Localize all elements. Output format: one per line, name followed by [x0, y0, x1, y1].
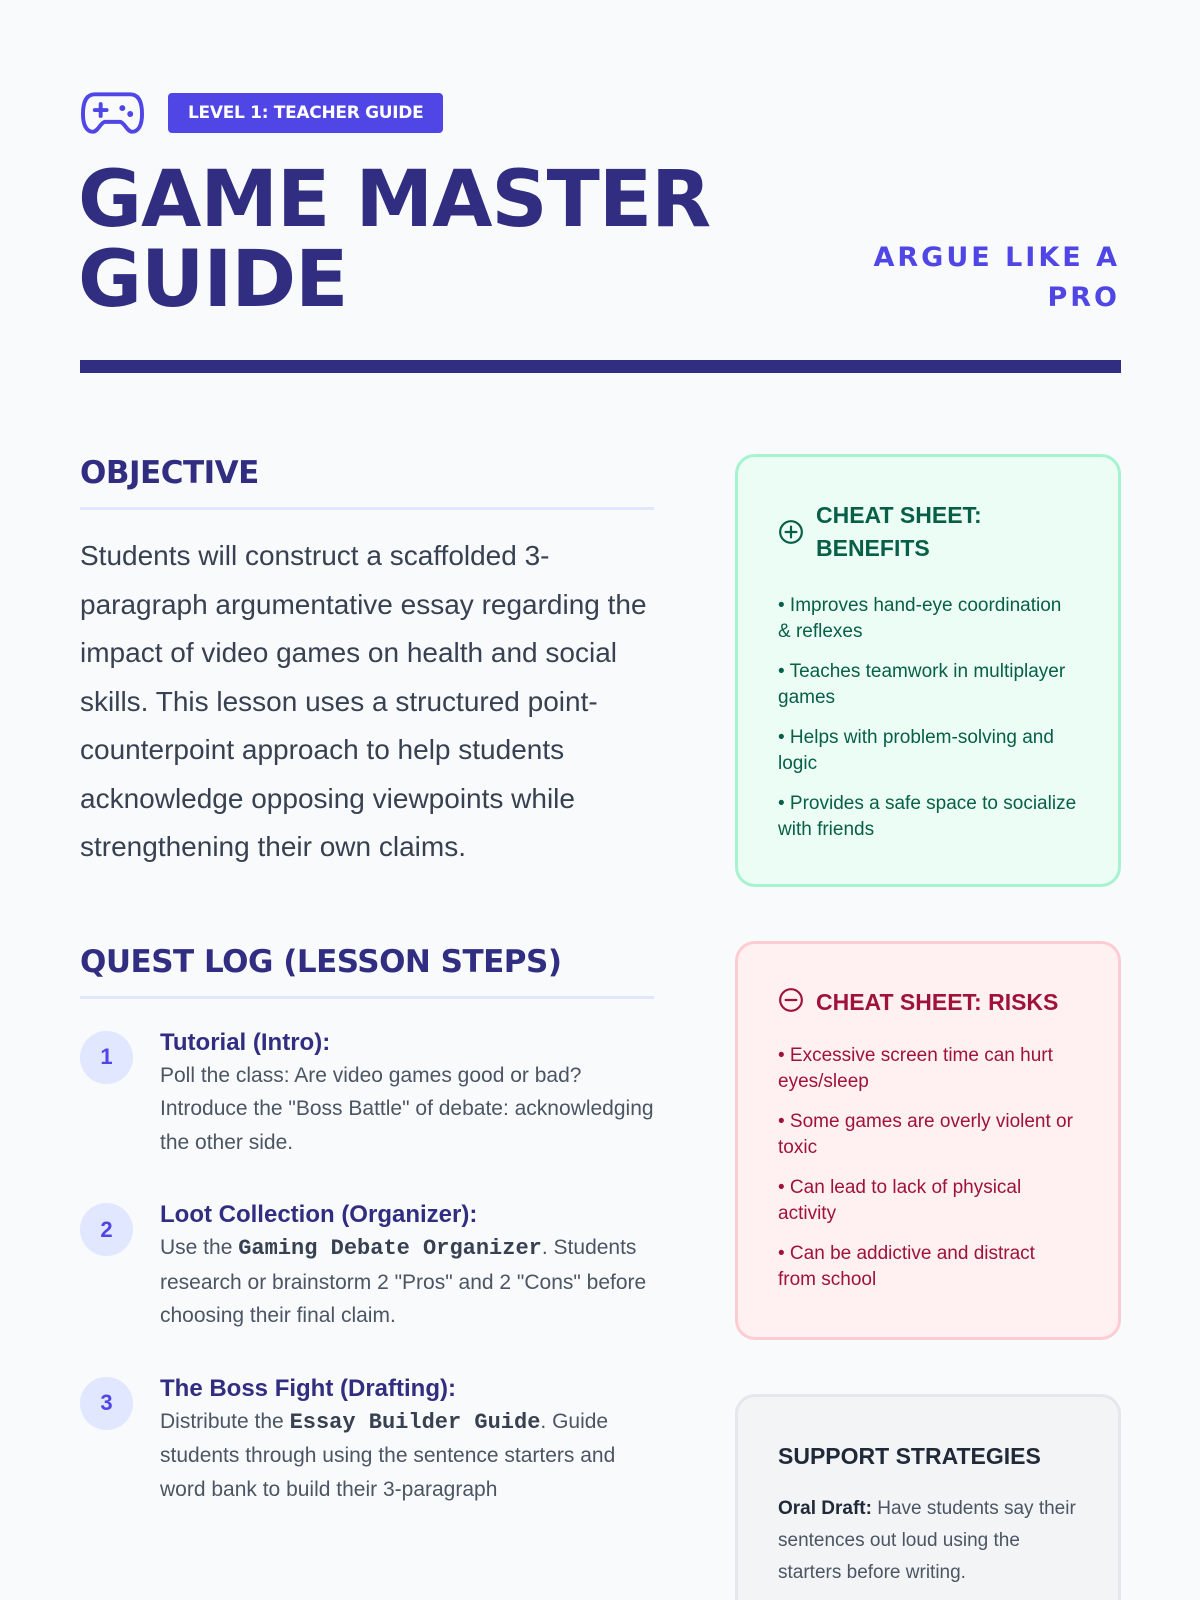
quest-log-heading: QUEST LOG (LESSON STEPS)	[80, 944, 654, 999]
step-number: 3	[80, 1377, 133, 1430]
benefits-card	[735, 454, 1121, 887]
step-text: Poll the class: Are video games good or bad? Introduce the "Boss Battle" of debate: acknowledging the other side.	[160, 1063, 654, 1154]
support-text	[778, 1493, 1078, 1589]
list-item: • Can lead to lack of physical activity	[778, 1177, 1022, 1224]
list-item: • Can be addictive and distract from school	[778, 1243, 1035, 1290]
page-title: GAME MASTER GUIDE	[78, 155, 711, 325]
risks-card	[735, 941, 1121, 1340]
risks-list	[778, 1043, 1078, 1293]
support-body: Have students say their sentences out loud using the starters before writing.	[778, 1498, 1076, 1583]
plus-circle-icon	[778, 519, 804, 545]
step-title: The Boss Fight (Drafting):	[160, 1374, 456, 1402]
essay-guide-doc-name: Essay Builder Guide	[289, 1409, 541, 1435]
step-text-post: . Students research or brainstorm 2 "Pros" and 2 "Cons" before choosing their final claim.	[160, 1236, 647, 1327]
organizer-doc-name: Gaming Debate Organizer	[238, 1236, 542, 1261]
step-item	[80, 1027, 654, 1160]
risks-header	[778, 986, 1078, 1019]
list-item: • Some games are overly violent or toxic	[778, 1111, 1073, 1158]
gamepad-icon	[81, 90, 144, 136]
main-column	[80, 455, 654, 1546]
step-title: Loot Collection (Organizer):	[160, 1201, 478, 1228]
objective-heading: OBJECTIVE	[80, 455, 654, 510]
step-text-post: . Guide students through using the sentence starters and word bank to build their 3-paragraph	[160, 1409, 616, 1501]
support-label: Oral Draft:	[778, 1498, 872, 1519]
benefits-title: CHEAT SHEET: BENEFITS	[816, 502, 982, 561]
list-item: • Teaches teamwork in multiplayer games	[778, 661, 1066, 708]
minus-circle-icon	[778, 987, 804, 1013]
risks-title: CHEAT SHEET: RISKS	[816, 989, 1059, 1015]
step-number: 1	[80, 1031, 133, 1084]
support-title: SUPPORT STRATEGIES	[778, 1443, 1041, 1469]
step-title: Tutorial (Intro):	[160, 1028, 331, 1056]
page-subtitle: ARGUE LIKE A PRO	[873, 242, 1120, 313]
step-text-pre: Use the	[160, 1236, 239, 1259]
step-text	[160, 1405, 654, 1507]
step-body	[160, 1027, 654, 1160]
step-number: 2	[80, 1203, 133, 1256]
step-text-pre: Distribute the	[160, 1409, 290, 1433]
support-card	[735, 1394, 1121, 1600]
quest-steps	[80, 1027, 654, 1507]
step-item	[80, 1199, 654, 1333]
benefits-list	[778, 593, 1078, 843]
list-item: • Excessive screen time can hurt eyes/sleep	[778, 1045, 1053, 1092]
objective-text: Students will construct a scaffolded 3-paragraph argumentative essay regarding the impact of video games on health and social skills. This lesson uses a structured point-counterpoint approach to help students acknowledge opposing viewpoints while strengthening their own claims.	[80, 540, 647, 862]
list-item: • Provides a safe space to socialize with friends	[778, 793, 1077, 840]
list-item: • Helps with problem-solving and logic	[778, 727, 1054, 774]
header-top	[81, 90, 443, 136]
step-body	[160, 1373, 654, 1507]
list-item: • Improves hand-eye coordination & reflexes	[778, 595, 1062, 642]
step-text	[160, 1231, 654, 1333]
step-item	[80, 1373, 654, 1507]
step-body	[160, 1199, 654, 1333]
header-divider	[80, 360, 1121, 373]
level-badge: LEVEL 1: TEACHER GUIDE	[168, 93, 443, 133]
benefits-header	[778, 499, 1078, 565]
